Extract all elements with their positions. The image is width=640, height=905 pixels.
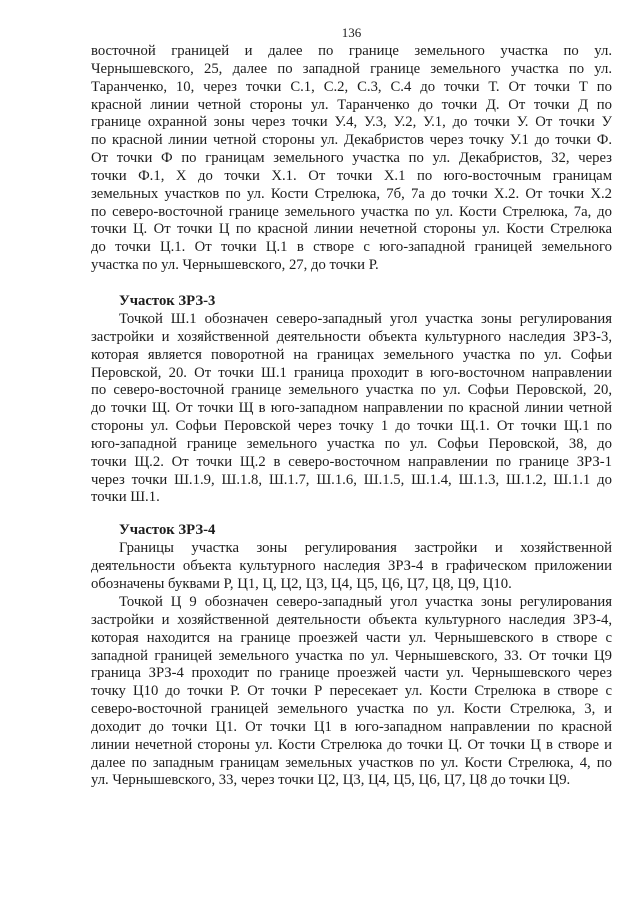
text-line: по северо-восточной границе земельного участка по ул. Софьи Перовской, 20, [91, 382, 612, 399]
text-line: линии нечетной стороны ул. Кости Стрелюка до точки Ц. От точки Ц в створе и [91, 736, 612, 753]
section-zrz-4-paragraph-1 [91, 540, 612, 594]
text-line: юго-западной границе земельного участка по ул. Софьи Перовской, 38, до [91, 435, 612, 452]
text-line: граница ЗРЗ-4 проходит по границе проезжей части ул. Чернышевского через [91, 665, 612, 682]
text-line: точки Ц. От точки Ц по красной линии нечетной стороны ул. Кости Стрелюка [91, 221, 612, 238]
text-line: ул. Чернышевского, 33, через точки Ц2, Ц3, Ц4, Ц5, Ц6, Ц7, Ц8 до точки Ц9. [91, 772, 571, 789]
text-line: которая находится на границе проезжей части ул. Чернышевского в створе с [91, 629, 612, 646]
text-line: Границы участка зоны регулирования застройки и хозяйственной [119, 540, 612, 556]
text-line: западной границей земельного участка по ул. Чернышевского, 33. От точки Ц9 [91, 647, 612, 664]
text-line: точки Щ.2. От точки Щ.2 в северо-восточном направлении по границе ЗРЗ-1 [91, 453, 612, 470]
text-line: красной линии четной стороны ул. Таранченко до точки Д. От точки Д по [91, 96, 612, 113]
text-line: точки Ш.1. [91, 489, 160, 506]
text-line: до точки Щ. От точки Щ в юго-западном направлении по красной линии четной [91, 400, 612, 417]
text-line: которая является поворотной на границах земельного участка по ул. Софьи [91, 346, 612, 363]
text-line: участка по ул. Чернышевского, 27, до точки Р. [91, 257, 379, 274]
section-heading-text: Участок ЗРЗ-4 [119, 522, 216, 538]
text-line: Точкой Ш.1 обозначен северо-западный угол участка зоны регулирования [119, 311, 612, 327]
text-line: границе охранной зоны через точки У.4, У.3, У.2, У.1, до точки У. От точки У [91, 114, 612, 131]
text-line: застройки и хозяйственной деятельности объекта культурного наследия ЗРЗ-4, [91, 611, 612, 628]
section-zrz-3-paragraph [91, 311, 612, 507]
text-line: стороны ул. Софьи Перовской через точку 1 до точки Щ.1. От точки Щ.1 по [91, 418, 612, 435]
text-line: земельных участков по ул. Кости Стрелюка, 7б, 7а до точки Х.2. От точки Х.2 [91, 185, 612, 202]
text-line: восточной границей и далее по границе земельного участка по ул. [91, 43, 612, 59]
text-line: через точки Ш.1.9, Ш.1.8, Ш.1.7, Ш.1.6, Ш.1.5, Ш.1.4, Ш.1.3, Ш.1.2, Ш.1.1 до [91, 471, 612, 488]
text-line: От точки Ф по границам земельного участка по ул. Декабристов, 32, через [91, 150, 612, 167]
section-heading-text: Участок ЗРЗ-3 [119, 293, 216, 309]
text-line: застройки и хозяйственной деятельности объекта культурного наследия ЗРЗ-3, [91, 328, 612, 345]
text-line: точку Ц10 до точки Р. От точки Р пересекает ул. Кости Стрелюка в створе с [91, 683, 612, 700]
text-line: обозначены буквами Р, Ц1, Ц, Ц2, Ц3, Ц4, Ц5, Ц6, Ц7, Ц8, Ц9, Ц10. [91, 575, 512, 592]
text-line: точки Ф.1, Х до точки Х.1. От точки Х.1 по юго-восточным границам [91, 167, 612, 184]
section-zrz-4-paragraph-2 [91, 594, 612, 790]
text-line: северо-восточной границей земельного участка по ул. Кости Стрелюка, 3, и [91, 701, 612, 718]
page-number: 136 [341, 25, 362, 40]
text-line: до точки Ц.1. От точки Ц.1 в створе с юго-западной границей земельного [91, 239, 612, 256]
text-line: по красной линии четной стороны ул. Декабристов через точку У.1 до точки Ф. [91, 132, 612, 149]
text-line: Точкой Ц 9 обозначен северо-западный угол участка зоны регулирования [119, 594, 612, 610]
text-line: Таранченко, 10, через точки С.1, С.2, С.3, С.4 до точки Т. От точки Т по [91, 78, 612, 95]
text-line: Чернышевского, 25, далее по западной границе земельного участка по ул. [91, 60, 612, 77]
text-line: доходит до точки Ц1. От точки Ц1 в юго-западном направлении по красной [91, 718, 612, 735]
continuation-paragraph [91, 43, 612, 275]
text-line: по северо-восточной границе земельного участка по ул. Кости Стрелюка, 7а, до [91, 203, 612, 220]
section-heading-zrz-3 [91, 293, 612, 311]
text-line: деятельности объекта культурного наследия ЗРЗ-4 в графическом приложении [91, 557, 612, 574]
section-heading-zrz-4 [91, 522, 612, 540]
text-line: далее по западным границам земельных участков по ул. Кости Стрелюка, 4, по [91, 754, 612, 771]
text-line: Перовской, 20. От точки Ш.1 граница проходит в юго-восточном направлении [91, 364, 612, 381]
